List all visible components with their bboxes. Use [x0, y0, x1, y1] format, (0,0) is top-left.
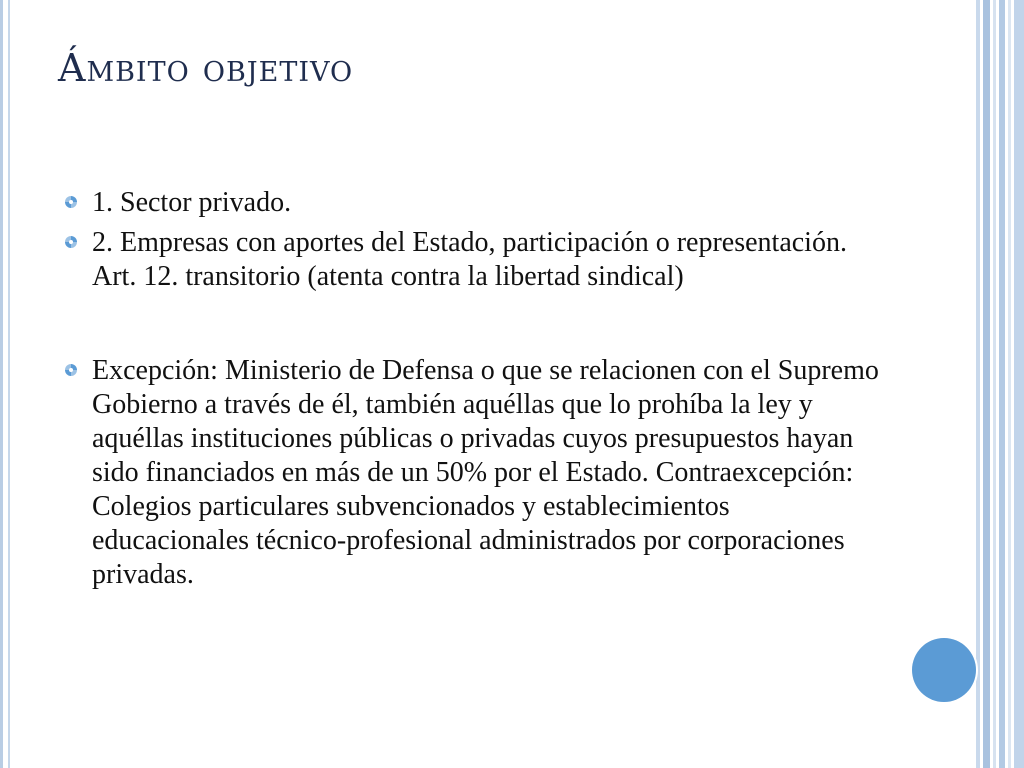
right-stripe	[976, 0, 980, 768]
right-stripe	[1014, 0, 1024, 768]
right-stripe	[1008, 0, 1011, 768]
slide-title: Ámbito objetivo	[58, 46, 354, 90]
right-stripe	[993, 0, 996, 768]
left-border-line-inner	[8, 0, 10, 768]
bullet-item	[64, 226, 884, 294]
right-stripe	[999, 0, 1005, 768]
pinwheel-bullet-icon	[64, 363, 78, 377]
bullet-text: 1. Sector privado.	[92, 187, 292, 218]
accent-circle	[912, 638, 976, 702]
bullet-item	[64, 354, 884, 592]
left-border-line	[0, 0, 3, 768]
bullet-text: Excepción: Ministerio de Defensa o que se relacionen con el Supremo Gobierno a través de él, también aquéllas que lo prohíba la ley y aquéllas instituciones públicas o privadas cuyos presupuestos hayan sido financiados en más de un 50% por el Estado. Contraexcepción: Colegios particulares subvencionados y establecimientos educacionales técnico-profesional administrados por corporaciones privadas.	[92, 355, 879, 590]
bullet-text: 2. Empresas con aportes del Estado, participación o representación. Art. 12. transitorio (atenta contra la libertad sindical)	[92, 227, 847, 292]
pinwheel-bullet-icon	[64, 195, 78, 209]
bullet-list	[64, 186, 884, 592]
pinwheel-bullet-icon	[64, 235, 78, 249]
bullet-item	[64, 186, 884, 220]
right-stripe	[983, 0, 990, 768]
